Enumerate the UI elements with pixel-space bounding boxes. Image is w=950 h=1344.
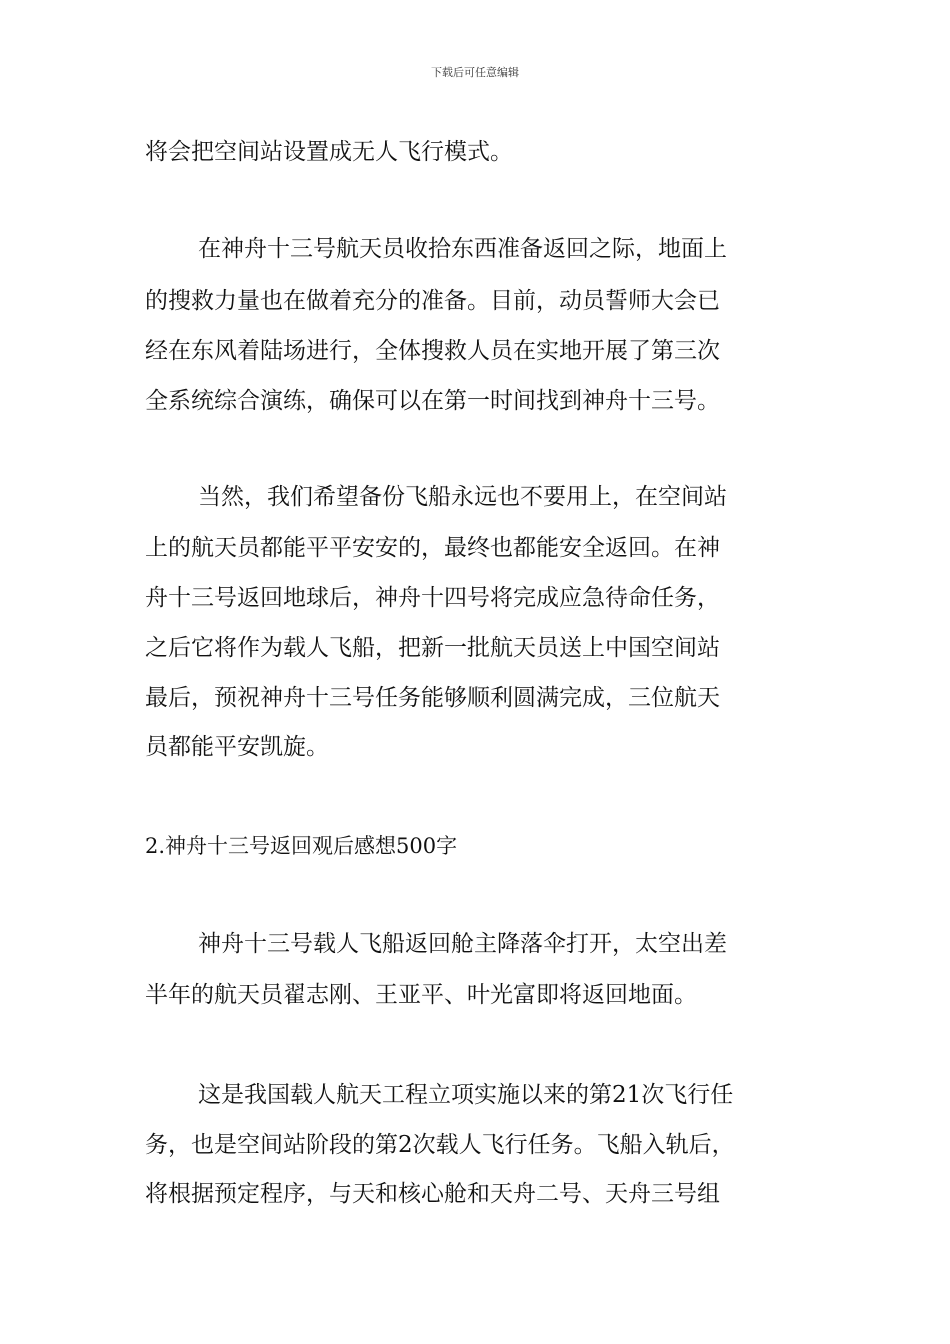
paragraph-line: 的搜救力量也在做着充分的准备。目前，动员誓师大会已 bbox=[145, 288, 720, 314]
paragraph-line: 全系统综合演练，确保可以在第一时间找到神舟十三号。 bbox=[145, 388, 720, 414]
paragraph-line: 务，也是空间站阶段的第2次载人飞行任务。飞船入轨后， bbox=[145, 1132, 735, 1158]
paragraph-line: 半年的航天员翟志刚、王亚平、叶光富即将返回地面。 bbox=[145, 982, 697, 1008]
paragraph-line: 在神舟十三号航天员收拾东西准备返回之际，地面上 bbox=[198, 236, 727, 262]
paragraph-line: 之后它将作为载人飞船，把新一批航天员送上中国空间站 bbox=[145, 635, 720, 661]
paragraph-line: 舟十三号返回地球后，神舟十四号将完成应急待命任务， bbox=[145, 585, 720, 611]
paragraph-line: 神舟十三号载人飞船返回舱主降落伞打开，太空出差 bbox=[198, 931, 727, 957]
paragraph-line: 将会把空间站设置成无人飞行模式。 bbox=[145, 139, 513, 165]
paragraph-line: 经在东风着陆场进行，全体搜救人员在实地开展了第三次 bbox=[145, 338, 720, 364]
page-header: 下载后可任意编辑 bbox=[431, 66, 519, 79]
paragraph-line: 员都能平安凯旋。 bbox=[145, 734, 329, 760]
paragraph-line: 上的航天员都能平平安安的，最终也都能安全返回。在神 bbox=[145, 535, 720, 561]
paragraph-line: 最后，预祝神舟十三号任务能够顺利圆满完成，三位航天 bbox=[145, 685, 720, 711]
paragraph-line: 当然，我们希望备份飞船永远也不要用上，在空间站 bbox=[198, 484, 727, 510]
section-heading: 2.神舟十三号返回观后感想500字 bbox=[145, 834, 458, 858]
paragraph-line: 将根据预定程序，与天和核心舱和天舟二号、天舟三号组 bbox=[145, 1181, 720, 1207]
paragraph-line: 这是我国载人航天工程立项实施以来的第21次飞行任 bbox=[198, 1082, 734, 1108]
